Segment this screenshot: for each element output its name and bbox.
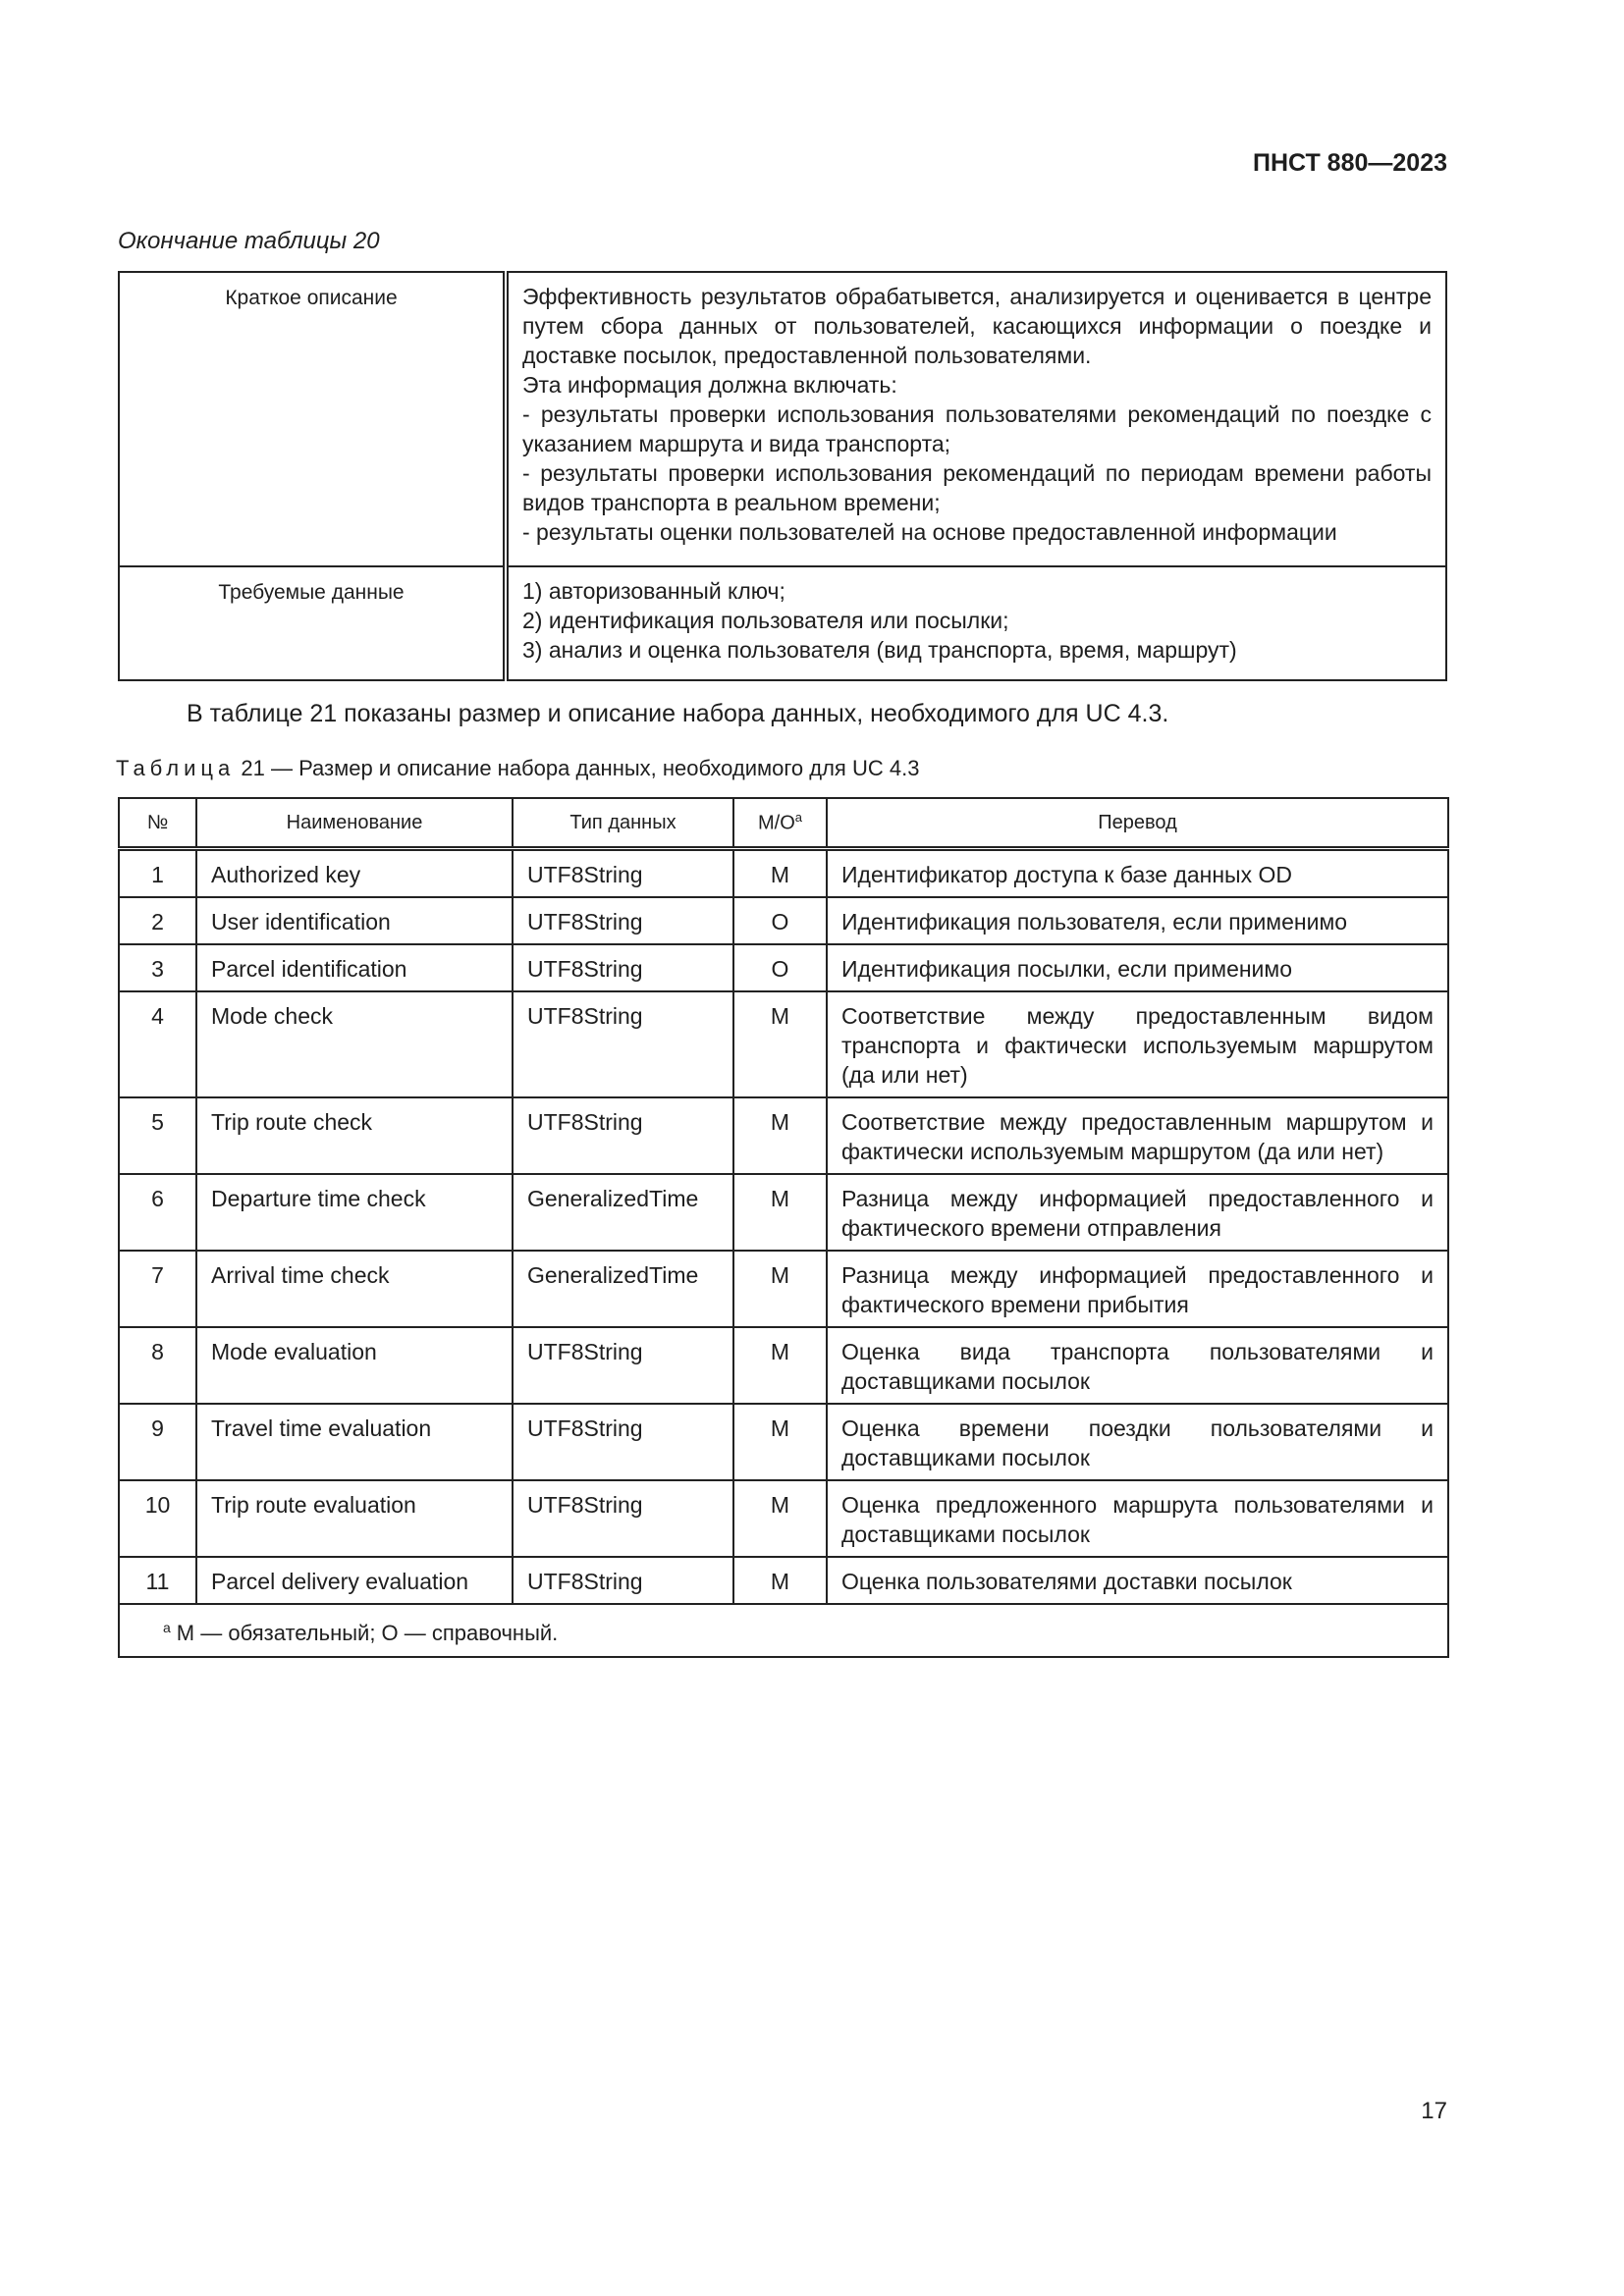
table-row (119, 1174, 1448, 1251)
row-number: 10 (119, 1480, 196, 1557)
row-data-type: UTF8String (513, 1327, 733, 1404)
row-data-type: UTF8String (513, 897, 733, 944)
row-name: Parcel identification (196, 944, 513, 991)
row-number: 5 (119, 1097, 196, 1174)
description-text (506, 272, 1446, 566)
required-data-line: 1) авторизованный ключ; (522, 578, 785, 604)
header-num: № (119, 798, 196, 849)
footnote-text: M — обязательный; O — справочный. (176, 1621, 559, 1645)
row-translation: Оценка времени поездки пользователями и доставщиками посылок (827, 1404, 1448, 1480)
description-line: Эта информация должна включать: (522, 372, 897, 398)
row-number: 1 (119, 849, 196, 898)
caption-label: Таблица (116, 756, 236, 780)
table-continuation-label: Окончание таблицы 20 (118, 228, 380, 254)
row-mo: M (733, 1097, 827, 1174)
table-20 (118, 271, 1447, 681)
footnote-cell (119, 1604, 1448, 1657)
row-mo: M (733, 1557, 827, 1604)
description-label: Краткое описание (119, 272, 506, 566)
page-number: 17 (1421, 2098, 1447, 2124)
row-mo: M (733, 1327, 827, 1404)
table-row (119, 897, 1448, 944)
row-translation: Оценка предложенного маршрута пользователями и доставщиками посылок (827, 1480, 1448, 1557)
row-name: Authorized key (196, 849, 513, 898)
table-header-row (119, 798, 1448, 849)
row-translation: Оценка вида транспорта пользователями и доставщиками посылок (827, 1327, 1448, 1404)
row-mo: M (733, 849, 827, 898)
table-row (119, 1327, 1448, 1404)
row-translation: Оценка пользователями доставки посылок (827, 1557, 1448, 1604)
table-row (119, 1251, 1448, 1327)
document-code: ПНСТ 880—2023 (1253, 149, 1447, 177)
row-name: Mode check (196, 991, 513, 1097)
row-mo: O (733, 897, 827, 944)
row-translation: Идентификация посылки, если применимо (827, 944, 1448, 991)
row-number: 7 (119, 1251, 196, 1327)
required-data-line: 3) анализ и оценка пользователя (вид транспорта, время, маршрут) (522, 637, 1237, 663)
row-data-type: UTF8String (513, 1404, 733, 1480)
description-line: - результаты проверки использования пользователями рекомендаций по поездке с указанием маршрута и вида транспорта; (522, 401, 1432, 456)
row-name: Trip route check (196, 1097, 513, 1174)
table-row (119, 1557, 1448, 1604)
table-row (119, 566, 1446, 680)
row-name: Parcel delivery evaluation (196, 1557, 513, 1604)
row-translation: Идентификация пользователя, если применимо (827, 897, 1448, 944)
row-data-type: GeneralizedTime (513, 1251, 733, 1327)
row-number: 4 (119, 991, 196, 1097)
row-mo: M (733, 991, 827, 1097)
row-data-type: GeneralizedTime (513, 1174, 733, 1251)
caption-text: 21 — Размер и описание набора данных, необходимого для UC 4.3 (241, 756, 920, 780)
row-translation: Разница между информацией предоставленного и фактического времени отправления (827, 1174, 1448, 1251)
description-line: Эффективность результатов обрабатывется, анализируется и оценивается в центре путем сбора данных от пользователей, касающихся информации о поездке и доставке посылок, предоставленной пользователями. (522, 284, 1432, 368)
row-number: 2 (119, 897, 196, 944)
description-line: - результаты проверки использования рекомендаций по периодам времени работы видов транспорта в реальном времени; (522, 460, 1432, 515)
header-type: Тип данных (513, 798, 733, 849)
description-line: - результаты оценки пользователей на основе предоставленной информации (522, 519, 1337, 545)
row-name: Arrival time check (196, 1251, 513, 1327)
row-name: Mode evaluation (196, 1327, 513, 1404)
row-data-type: UTF8String (513, 849, 733, 898)
row-mo: M (733, 1174, 827, 1251)
row-mo: O (733, 944, 827, 991)
table-row (119, 944, 1448, 991)
row-number: 8 (119, 1327, 196, 1404)
intro-paragraph: В таблице 21 показаны размер и описание набора данных, необходимого для UC 4.3. (187, 700, 1169, 727)
header-mo (733, 798, 827, 849)
row-data-type: UTF8String (513, 1557, 733, 1604)
footnote-row (119, 1604, 1448, 1657)
row-number: 3 (119, 944, 196, 991)
row-data-type: UTF8String (513, 944, 733, 991)
row-translation: Идентификатор доступа к базе данных OD (827, 849, 1448, 898)
row-data-type: UTF8String (513, 991, 733, 1097)
table-row (119, 1404, 1448, 1480)
row-name: Departure time check (196, 1174, 513, 1251)
row-number: 9 (119, 1404, 196, 1480)
header-translation: Перевод (827, 798, 1448, 849)
row-name: User identification (196, 897, 513, 944)
row-number: 11 (119, 1557, 196, 1604)
row-name: Travel time evaluation (196, 1404, 513, 1480)
row-mo: M (733, 1251, 827, 1327)
row-translation: Соответствие между предоставленным маршрутом и фактически используемым маршрутом (да или нет) (827, 1097, 1448, 1174)
table-row (119, 849, 1448, 898)
row-mo: M (733, 1404, 827, 1480)
required-data-text (506, 566, 1446, 680)
row-data-type: UTF8String (513, 1097, 733, 1174)
table-row (119, 272, 1446, 566)
row-translation: Соответствие между предоставленным видом транспорта и фактически используемым маршрутом (да или нет) (827, 991, 1448, 1097)
required-data-label: Требуемые данные (119, 566, 506, 680)
row-translation: Разница между информацией предоставленного и фактического времени прибытия (827, 1251, 1448, 1327)
header-mo-text: M/O (757, 812, 795, 834)
footnote-marker: a (163, 1620, 171, 1635)
table-row (119, 991, 1448, 1097)
row-number: 6 (119, 1174, 196, 1251)
table-21-caption (116, 756, 919, 781)
row-mo: M (733, 1480, 827, 1557)
row-data-type: UTF8String (513, 1480, 733, 1557)
table-row (119, 1097, 1448, 1174)
table-21 (118, 797, 1449, 1658)
table-row (119, 1480, 1448, 1557)
row-name: Trip route evaluation (196, 1480, 513, 1557)
header-mo-footnote-marker: a (794, 810, 802, 826)
required-data-line: 2) идентификация пользователя или посылки; (522, 608, 1009, 633)
header-name: Наименование (196, 798, 513, 849)
